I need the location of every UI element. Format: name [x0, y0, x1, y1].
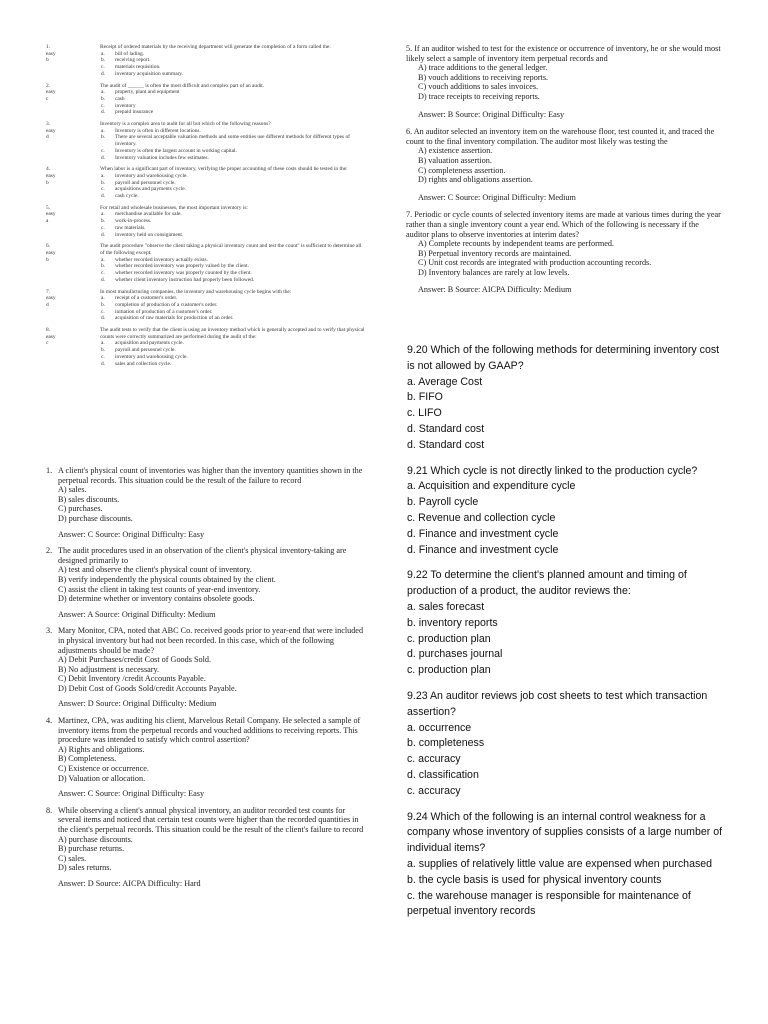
option-letter: b. [101, 95, 106, 102]
question-block [407, 810, 727, 921]
option-list [58, 655, 368, 693]
option-item [101, 315, 366, 322]
option-item: B) vouch additions to receiving reports. [418, 72, 549, 82]
option-item: a. supplies of relatively little value are expensed when purchased [407, 857, 713, 870]
meta-line: 1. [46, 44, 51, 50]
question-number: 8. [46, 805, 53, 815]
option-text: completion of production of a customer's order. [115, 301, 218, 308]
option-list [101, 211, 366, 238]
option-item: D) Valuation or allocation. [58, 773, 146, 783]
option-item [101, 347, 366, 354]
question-body [100, 44, 366, 78]
option-text: There are several acceptable valuation methods and some entities use different methods for different types of inventory. [115, 134, 350, 148]
option-letter: d. [101, 193, 106, 200]
question-body [100, 205, 366, 239]
question-block [407, 689, 727, 800]
option-list [101, 173, 366, 200]
meta-line: 6. [46, 243, 51, 250]
option-item [101, 263, 366, 270]
option-item: d. Standard cost [407, 438, 485, 451]
left-question-list [46, 466, 368, 896]
answer-line: Answer: B Source: Original Difficulty: Easy [418, 109, 565, 119]
answer-line: Answer: D Source: AICPA Difficulty: Hard [58, 878, 201, 888]
answer-line: Answer: A Source: Original Difficulty: Medium [58, 609, 216, 619]
meta-line: 8. [46, 327, 51, 334]
option-item: b. completeness [407, 737, 485, 750]
option-list [101, 340, 366, 367]
meta-line: c [46, 340, 49, 347]
option-text: inventory [115, 102, 136, 109]
question-stem: In most manufacturing companies, the inventory and warehousing cycle begins with the: [100, 288, 292, 295]
option-item: a. Average Cost [407, 375, 483, 388]
question-block [406, 127, 724, 202]
option-item: D) rights and obligations assertion. [418, 175, 533, 185]
option-item: C) sales. [58, 853, 87, 863]
option-letter: b. [101, 347, 106, 354]
question-stem: 7. Periodic or cycle counts of selected inventory items are made at various times during the year rather than a single inventory count a year end. Which of the following is necessary if the auditor plans to observe inventories at interim dates? [406, 210, 721, 239]
option-letter: c. [101, 224, 105, 231]
question-stem: For retail and wholesale businesses, the most important inventory is: [100, 204, 248, 211]
meta-line: b [46, 256, 49, 263]
option-item [101, 57, 366, 64]
option-text: work-in-process. [115, 218, 152, 225]
option-letter: d. [101, 231, 106, 238]
option-letter: c. [101, 186, 105, 193]
meta-line: easy [46, 89, 56, 96]
question-block [406, 44, 724, 119]
meta-line: easy [46, 249, 56, 256]
option-item: D) trace receipts to receiving reports. [418, 91, 540, 101]
option-item [101, 148, 366, 155]
option-letter: b. [101, 179, 106, 186]
option-item: d. purchases journal [407, 648, 503, 661]
table-question-row [46, 205, 366, 239]
option-item [101, 71, 366, 78]
question-block [407, 343, 727, 454]
option-letter: a. [101, 89, 105, 96]
option-item: C) assist the client in taking test counts of year-end inventory. [58, 584, 261, 594]
question-body [100, 121, 366, 161]
option-item: c. production plan [407, 632, 491, 645]
option-item [101, 193, 366, 200]
meta-line: 4. [46, 166, 51, 173]
option-item: B) sales discounts. [58, 494, 120, 504]
option-item: a. Acquisition and expenditure cycle [407, 480, 576, 493]
option-item [101, 180, 366, 187]
option-letter: c. [101, 147, 105, 154]
option-item: D) Debit Cost of Goods Sold/credit Accounts Payable. [58, 683, 237, 693]
question-meta [46, 327, 100, 367]
option-letter: a. [101, 127, 105, 134]
option-text: whether client inventory instruction had properly been followed. [115, 276, 255, 283]
option-item: B) verify independently the physical counts obtained by the client. [58, 574, 276, 584]
option-item: C) vouch additions to sales invoices. [418, 82, 539, 92]
option-item: c. Revenue and collection cycle [407, 511, 556, 524]
meta-line: easy [46, 211, 56, 218]
option-text: property, plant and equipment [115, 89, 180, 96]
option-item: c. LIFO [407, 407, 442, 420]
question-stem: 9.22 To determine the client's planned amount and timing of production of a product, the auditor reviews the: [407, 569, 687, 598]
option-letter: a. [101, 172, 105, 179]
option-item: A) sales. [58, 485, 87, 495]
option-list [418, 239, 724, 277]
question-stem: Martinez, CPA, was auditing his client, Marvelous Retail Company. He selected a sample of inventory items from the perpetual records and vouched additions to receiving reports. This procedure was intended to satisfy which control assertion? [58, 716, 361, 745]
option-item [101, 51, 366, 58]
question-block [46, 716, 368, 799]
option-item: C) Debit Inventory /credit Accounts Payable. [58, 674, 206, 684]
option-item: A) Debit Purchases/credit Cost of Goods Sold. [58, 655, 212, 665]
question-stem: A client's physical count of inventories was higher than the inventory quantities shown in the perpetual records. This situation could be the result of the failure to record [58, 466, 363, 485]
question-table [46, 44, 366, 372]
right-question-list [406, 44, 724, 303]
option-list [58, 565, 368, 603]
option-item [101, 295, 366, 302]
question-stem: 9.23 An auditor reviews job cost sheets to test which transaction assertion? [407, 689, 708, 718]
option-text: receipt of a customer's order. [115, 295, 178, 302]
option-item: D) purchase discounts. [58, 513, 133, 523]
question-stem: 9.20 Which of the following methods for determining inventory cost is not allowed by GAAP? [407, 344, 720, 372]
question-stem: The audit procedures used in an observation of the client's physical inventory-taking are designed primarily to [58, 546, 347, 565]
question-stem-row [46, 546, 368, 565]
option-letter: b. [101, 218, 106, 225]
answer-line: Answer: C Source: Original Difficulty: Medium [418, 192, 576, 202]
option-text: whether recorded inventory was properly valued by the client. [115, 263, 249, 270]
option-text: initiation of production of a customer's order. [115, 308, 213, 315]
option-text: sales and collection cycle. [115, 360, 172, 367]
meta-line: easy [46, 50, 56, 57]
meta-line: 2. [46, 82, 51, 89]
table-question-row [46, 83, 366, 117]
table-question-row [46, 243, 366, 283]
option-item: b. FIFO [407, 391, 443, 404]
table-question-row [46, 166, 366, 200]
question-block [46, 806, 368, 889]
option-item: a. occurrence [407, 721, 472, 734]
option-item [101, 64, 366, 71]
option-text: acquisitions and payments cycle. [115, 186, 186, 193]
option-item: d. Finance and investment cycle [407, 543, 559, 556]
option-letter: d. [101, 109, 106, 116]
meta-line: easy [46, 333, 56, 340]
option-letter: a. [101, 295, 105, 302]
question-block [407, 464, 727, 559]
question-stem: When labor is a significant part of inventory, verifying the proper accounting of these costs should be tested in the: [100, 166, 348, 173]
option-text: inventory and warehousing cycle. [115, 353, 188, 360]
question-block [407, 568, 727, 679]
option-list [58, 835, 368, 873]
question-meta [46, 83, 100, 117]
option-list [101, 295, 366, 322]
answer-line: Answer: C Source: Original Difficulty: Easy [58, 789, 205, 799]
meta-line: b [46, 57, 49, 64]
table-question-row [46, 44, 366, 78]
question-stem: Inventory is a complex area to audit for all but which of the following reasons? [100, 121, 271, 128]
option-text: acquisition and payments cycle. [115, 340, 184, 347]
question-meta [46, 205, 100, 239]
option-text: acquisition of raw materials for production of an order. [115, 315, 234, 322]
option-item: A) Complete recounts by independent teams are performed. [418, 239, 614, 249]
option-item: B) purchase returns. [58, 844, 125, 854]
option-item [101, 302, 366, 309]
option-list [101, 128, 366, 162]
option-item [101, 270, 366, 277]
question-body [100, 83, 366, 117]
option-item: b. inventory reports [407, 616, 498, 629]
option-item: B) Perpetual inventory records are maintained. [418, 248, 572, 258]
option-text: raw materials. [115, 224, 146, 231]
option-item [101, 186, 366, 193]
option-item: B) No adjustment is necessary. [58, 664, 160, 674]
option-text: receiving report. [115, 57, 151, 64]
option-item: d. Standard cost [407, 422, 485, 435]
option-item: a. sales forecast [407, 600, 485, 613]
option-list [101, 257, 366, 284]
question-number: 1. [46, 466, 53, 475]
option-text: payroll and personnel cycle. [115, 347, 176, 354]
question-body [100, 327, 366, 367]
option-item: A) purchase discounts. [58, 834, 133, 844]
question-stem: The audit of ______ is often the most difficult and complex part of an audit. [100, 82, 265, 89]
question-stem: Mary Monitor, CPA, noted that ABC Co. received goods prior to year-end that were included in physical inventory but had not been recorded. In this case, which of the following adjustments should be made? [58, 626, 364, 655]
option-item: C) Existence or occurrence. [58, 764, 149, 774]
chapter9-question-list [407, 343, 727, 930]
option-item: D) sales returns. [58, 863, 112, 873]
question-stem: While observing a client's annual physical inventory, an auditor recorded test counts for several items and noticed that certain test counts were higher than the recorded quantities in the client's perpetual records. This situation could be the result of the client's failure to record [58, 805, 364, 834]
option-letter: a. [101, 256, 105, 263]
option-text: bill of lading. [115, 50, 145, 57]
option-item: A) existence assertion. [418, 146, 493, 156]
option-list [418, 63, 724, 101]
question-meta [46, 289, 100, 323]
question-stem-row [46, 466, 368, 485]
option-item [101, 96, 366, 103]
option-item: B) valuation assertion. [418, 155, 492, 165]
option-letter: d. [101, 315, 106, 322]
option-item: C) purchases. [58, 504, 103, 514]
option-item: c. accuracy [407, 753, 461, 766]
option-letter: b. [101, 263, 106, 270]
question-meta [46, 243, 100, 283]
option-item: b. Payroll cycle [407, 496, 479, 509]
option-item: B) Completeness. [58, 754, 117, 764]
option-item [101, 103, 366, 110]
question-stem: 9.21 Which cycle is not directly linked to the production cycle? [407, 464, 698, 477]
table-question-row [46, 121, 366, 161]
question-block [46, 466, 368, 539]
option-item [101, 211, 366, 218]
option-text: cash [115, 95, 125, 102]
option-letter: b. [101, 301, 106, 308]
option-letter: a. [101, 50, 105, 57]
meta-line: 3. [46, 121, 51, 128]
option-item [101, 173, 366, 180]
option-item [101, 340, 366, 347]
option-item [101, 361, 366, 368]
answer-line: Answer: C Source: Original Difficulty: Easy [58, 529, 205, 539]
option-text: inventory acquisition summary. [115, 70, 184, 77]
table-question-row [46, 289, 366, 323]
meta-line: c [46, 95, 49, 102]
question-meta [46, 44, 100, 78]
option-item: C) completeness assertion. [418, 165, 506, 175]
meta-line: 7. [46, 288, 51, 295]
option-item: b. the cycle basis is used for physical inventory counts [407, 873, 662, 886]
option-text: materials requisition. [115, 64, 161, 71]
option-letter: a. [101, 340, 105, 347]
option-item: d. Finance and investment cycle [407, 527, 559, 540]
option-letter: d. [101, 360, 106, 367]
question-number: 3. [46, 626, 53, 636]
answer-line: Answer: B Source: AICPA Difficulty: Medium [418, 285, 572, 295]
question-block [46, 626, 368, 709]
meta-line: easy [46, 127, 56, 134]
option-list [101, 51, 366, 78]
question-block [406, 210, 724, 295]
option-text: whether recorded inventory actually exists. [115, 256, 208, 263]
question-stem: Receipt of ordered materials by the receiving department will generate the completion of a form called the: [100, 44, 331, 50]
option-item [101, 155, 366, 162]
option-letter: d. [101, 70, 106, 77]
option-letter: d. [101, 276, 106, 283]
question-body [100, 166, 366, 200]
option-item: C) Unit cost records are integrated with production accounting records. [418, 258, 652, 268]
option-letter: b. [101, 134, 106, 141]
question-stem: The audit procedure "observe the client taking a physical inventory count and test the count" is sufficient to determine all of the following except: [100, 243, 362, 256]
meta-line: 5. [46, 204, 51, 211]
option-letter: c. [101, 64, 105, 71]
meta-line: b [46, 179, 49, 186]
option-text: Inventory is often the largest account in working capital. [115, 147, 237, 154]
option-letter: a. [101, 211, 105, 218]
question-stem-row [46, 626, 368, 655]
question-stem: 6. An auditor selected an inventory item on the warehouse floor, test counted it, and traced the count to the final inventory compilation. The auditor most likely was testing the [406, 127, 715, 146]
option-item [101, 232, 366, 239]
question-body [100, 243, 366, 283]
question-block [46, 546, 368, 619]
option-item [101, 218, 366, 225]
option-item: D) determine whether or inventory contains obsolete goods. [58, 594, 255, 604]
meta-line: easy [46, 295, 56, 302]
option-text: Inventory is often in different locations. [115, 127, 201, 134]
option-letter: c. [101, 353, 105, 360]
option-item: c. production plan [407, 664, 491, 677]
table-question-row [46, 327, 366, 367]
question-number: 4. [46, 716, 53, 726]
option-item: A) trace additions to the general ledger. [418, 63, 548, 73]
option-item [101, 257, 366, 264]
answer-line: Answer: D Source: Original Difficulty: Medium [58, 699, 217, 709]
option-item [101, 134, 366, 147]
option-letter: d. [101, 154, 106, 161]
option-text: merchandise available for sale. [115, 211, 182, 218]
option-item: d. classification [407, 768, 479, 781]
option-text: cash cycle. [115, 193, 139, 200]
option-item [101, 225, 366, 232]
option-item [101, 109, 366, 116]
question-stem-row [46, 716, 368, 745]
option-item [101, 89, 366, 96]
question-body [100, 289, 366, 323]
option-letter: c. [101, 308, 105, 315]
question-stem-row [46, 806, 368, 835]
option-item [101, 277, 366, 284]
option-list [418, 146, 724, 184]
question-stem: 9.24 Which of the following is an internal control weakness for a company whose inventory of supplies consists of a large number of individual items? [407, 810, 723, 855]
option-item: D) Inventory balances are rarely at low levels. [418, 267, 570, 277]
option-letter: c. [101, 102, 105, 109]
meta-line: d [46, 301, 49, 308]
option-text: Inventory valuation includes few estimates. [115, 154, 209, 161]
question-number: 2. [46, 546, 53, 556]
option-text: inventory and warehousing cycle. [115, 172, 188, 179]
option-item [101, 354, 366, 361]
option-letter: b. [101, 57, 106, 64]
meta-line: a [46, 218, 49, 225]
option-item: c. the warehouse manager is responsible for maintenance of perpetual inventory records [407, 889, 691, 918]
question-stem: 5. If an auditor wished to test for the existence or occurrence of inventory, he or she would most likely select a sample of inventory item perpetual records and [406, 44, 721, 63]
question-meta [46, 121, 100, 161]
option-list [58, 745, 368, 783]
meta-line: easy [46, 172, 56, 179]
option-item: A) test and observe the client's physical count of inventory. [58, 565, 252, 575]
question-meta [46, 166, 100, 200]
option-item: A) Rights and obligations. [58, 744, 145, 754]
option-text: prepaid insurance [115, 109, 154, 116]
option-text: payroll and personnel cycle. [115, 179, 176, 186]
option-text: whether recorded inventory was properly counted by the client. [115, 270, 252, 277]
question-stem: The audit tests to verify that the client is using an inventory method which is generally accepted and to verify that physical counts were correctly summarized are performed during the audit of the: [100, 327, 365, 340]
meta-line: d [46, 134, 49, 141]
option-letter: c. [101, 270, 105, 277]
option-list [101, 89, 366, 116]
option-item: c. accuracy [407, 784, 461, 797]
option-text: inventory held on consignment. [115, 231, 184, 238]
option-list [58, 485, 368, 523]
